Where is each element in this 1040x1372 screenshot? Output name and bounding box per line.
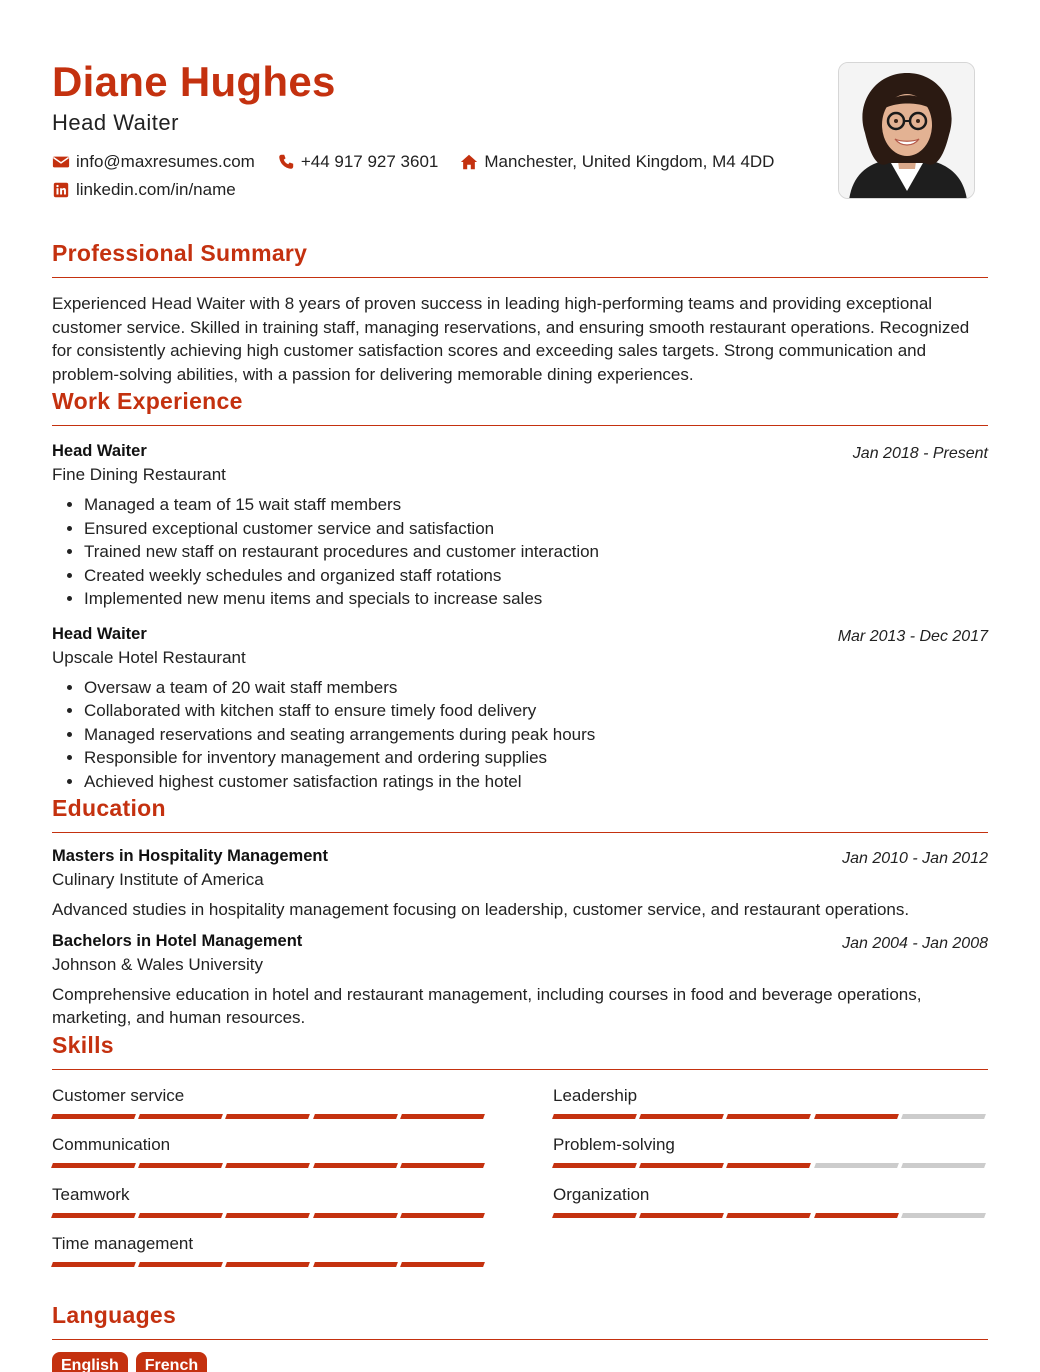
profile-photo <box>838 62 975 199</box>
skill-segment-filled <box>400 1114 485 1119</box>
skill-segment-filled <box>726 1213 811 1218</box>
experience-heading: Work Experience <box>52 388 243 414</box>
education-dates: Jan 2004 - Jan 2008 <box>842 934 988 952</box>
skill-segment-filled <box>552 1213 637 1218</box>
phone-icon <box>277 153 295 171</box>
skill-segment-filled <box>814 1114 899 1119</box>
candidate-name: Diane Hughes <box>52 58 336 105</box>
contact-phone[interactable] <box>277 152 439 172</box>
job-bullet: • Implemented new menu items and specials to increase sales <box>84 587 988 611</box>
skill-segment-filled <box>400 1213 485 1218</box>
email-text: info@maxresumes.com <box>76 152 255 171</box>
skill-segment-empty <box>901 1114 986 1119</box>
skill-segment-filled <box>138 1114 223 1119</box>
experience-section <box>52 388 988 793</box>
job-bullet: • Ensured exceptional customer service and satisfaction <box>84 517 988 541</box>
contact-info <box>52 148 832 204</box>
degree-title: Masters in Hospitality Management <box>52 847 328 865</box>
profile-photo-illustration <box>839 63 975 199</box>
skill-segment-filled <box>225 1114 310 1119</box>
job-title: Head Waiter <box>52 624 147 643</box>
job-bullet: • Managed reservations and seating arrangements during peak hours <box>84 723 988 747</box>
linkedin-icon <box>52 181 70 199</box>
section-divider <box>52 277 988 278</box>
skill-item <box>52 1086 488 1119</box>
education-description: Advanced studies in hospitality management focusing on leadership, customer service, and restaurant operations. <box>52 900 910 919</box>
home-icon <box>460 153 478 171</box>
skill-name: Teamwork <box>52 1184 130 1204</box>
skill-level-bar <box>52 1213 488 1218</box>
languages-section <box>52 1302 988 1372</box>
contact-location <box>460 152 774 172</box>
language-list <box>52 1352 988 1372</box>
job-bullet: • Managed a team of 15 wait staff members <box>84 493 988 517</box>
skill-segment-filled <box>138 1163 223 1168</box>
job-company: Fine Dining Restaurant <box>52 465 226 484</box>
skill-segment-empty <box>901 1213 986 1218</box>
skill-segment-empty <box>814 1163 899 1168</box>
skill-segment-filled <box>313 1262 398 1267</box>
section-divider <box>52 1069 988 1070</box>
skill-level-bar <box>553 1114 989 1119</box>
linkedin-text: linkedin.com/in/name <box>76 180 236 199</box>
education-dates: Jan 2010 - Jan 2012 <box>842 850 988 867</box>
skill-name: Leadership <box>553 1085 638 1105</box>
education-entry <box>52 932 988 1030</box>
job-bullet: • Oversaw a team of 20 wait staff members <box>84 676 988 700</box>
skill-name: Communication <box>52 1135 171 1154</box>
skills-section <box>52 1032 988 1296</box>
skill-item <box>52 1135 488 1168</box>
skill-segment-filled <box>138 1213 223 1218</box>
contact-linkedin[interactable] <box>52 180 236 200</box>
skill-segment-filled <box>313 1213 398 1218</box>
job-entry <box>52 625 988 794</box>
skill-item <box>553 1135 989 1168</box>
skill-segment-filled <box>51 1163 136 1168</box>
skill-level-bar <box>52 1163 488 1168</box>
job-bullet: • Trained new staff on restaurant procedures and customer interaction <box>84 540 988 564</box>
skill-level-bar <box>52 1114 488 1119</box>
job-bullets <box>52 493 988 611</box>
skill-name: Problem-solving <box>553 1135 675 1154</box>
skill-level-bar <box>553 1213 989 1218</box>
section-divider <box>52 1339 988 1340</box>
skill-segment-filled <box>814 1213 899 1218</box>
skill-item <box>52 1185 488 1218</box>
summary-text: Experienced Head Waiter with 8 years of proven success in leading high-performing teams and providing exceptional customer service. Skilled in training staff, managing reservations, and ensuring smooth restaurant operations. Recognized for consistently achieving high customer satisfaction scores and exceeding sales targets. Strong communication and problem-solving abilities, with a passion for delivering memorable dining experiences. <box>52 294 970 384</box>
job-company: Upscale Hotel Restaurant <box>52 647 246 667</box>
skill-item <box>553 1185 989 1218</box>
summary-heading: Professional Summary <box>52 240 308 266</box>
phone-text: +44 917 927 3601 <box>300 152 439 171</box>
skill-segment-filled <box>400 1262 485 1267</box>
candidate-title: Head Waiter <box>52 110 179 135</box>
skill-segment-filled <box>552 1114 637 1119</box>
job-bullet: • Created weekly schedules and organized staff rotations <box>84 564 988 588</box>
skill-segment-filled <box>51 1262 136 1267</box>
skill-segment-filled <box>225 1262 310 1267</box>
skill-segment-empty <box>901 1163 986 1168</box>
skill-segment-filled <box>552 1163 637 1168</box>
skill-segment-filled <box>726 1114 811 1119</box>
section-divider <box>52 832 988 833</box>
education-section <box>52 795 988 1030</box>
skill-segment-filled <box>400 1163 485 1168</box>
job-dates: Mar 2013 - Dec 2017 <box>837 627 988 645</box>
skill-segment-filled <box>51 1213 136 1218</box>
skill-segment-filled <box>726 1163 811 1168</box>
school-name: Johnson & Wales University <box>52 954 264 974</box>
skill-segment-filled <box>639 1114 724 1119</box>
job-dates: Jan 2018 - Present <box>852 445 988 462</box>
skill-segment-filled <box>639 1163 724 1168</box>
job-bullet: • Responsible for inventory management and ordering supplies <box>84 746 988 770</box>
degree-title: Bachelors in Hotel Management <box>52 931 303 950</box>
skills-grid <box>52 1086 988 1296</box>
job-bullet: • Collaborated with kitchen staff to ensure timely food delivery <box>84 699 988 723</box>
language-badge: French <box>136 1352 207 1372</box>
skills-heading: Skills <box>52 1031 114 1058</box>
resume-header <box>52 0 988 210</box>
education-heading: Education <box>52 795 166 821</box>
job-entry <box>52 442 988 611</box>
language-badge: English <box>52 1352 128 1372</box>
skill-segment-filled <box>639 1213 724 1218</box>
summary-section <box>52 240 988 386</box>
skill-item <box>553 1086 989 1119</box>
job-bullets <box>52 676 988 794</box>
job-bullet: • Achieved highest customer satisfaction ratings in the hotel <box>84 770 988 794</box>
skill-segment-filled <box>51 1114 136 1119</box>
school-name: Culinary Institute of America <box>52 870 264 889</box>
skill-segment-filled <box>138 1262 223 1267</box>
skill-segment-filled <box>313 1163 398 1168</box>
skill-segment-filled <box>225 1163 310 1168</box>
envelope-icon <box>52 153 70 171</box>
skill-name: Time management <box>52 1234 194 1253</box>
skill-item <box>52 1234 488 1267</box>
location-text: Manchester, United Kingdom, M4 4DD <box>484 152 775 171</box>
education-entry <box>52 847 988 922</box>
skill-level-bar <box>52 1262 488 1267</box>
skill-segment-filled <box>313 1114 398 1119</box>
skill-name: Organization <box>553 1184 650 1204</box>
job-title: Head Waiter <box>52 442 147 460</box>
skill-segment-filled <box>225 1213 310 1218</box>
contact-email[interactable] <box>52 152 255 172</box>
skill-name: Customer service <box>52 1085 185 1105</box>
languages-heading: Languages <box>52 1301 177 1328</box>
skill-level-bar <box>553 1163 989 1168</box>
section-divider <box>52 425 988 426</box>
education-description: Comprehensive education in hotel and restaurant management, including courses in food and beverage operations, marketing, and human resources. <box>52 984 922 1027</box>
